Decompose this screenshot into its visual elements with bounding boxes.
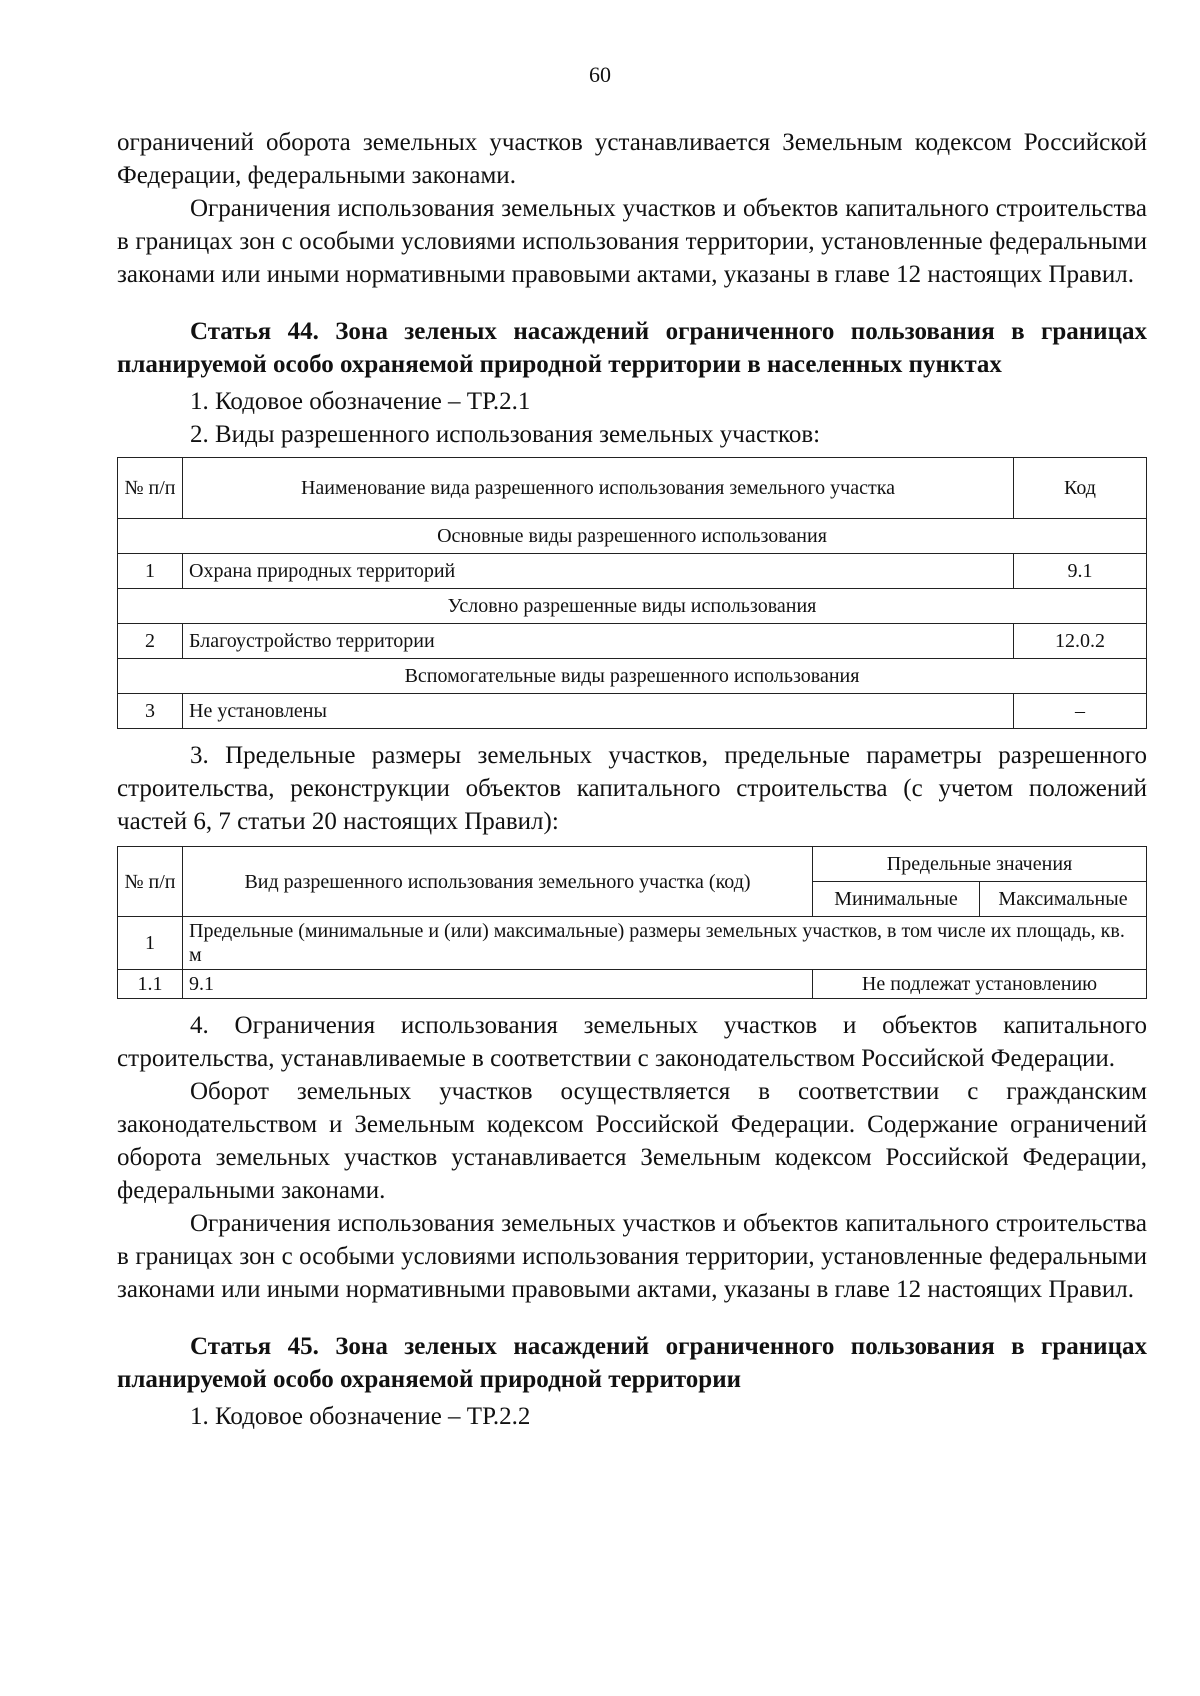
- row-num: 2: [118, 624, 183, 659]
- section-conditional: Условно разрешенные виды использования: [118, 589, 1147, 624]
- list-item-limits: 3. Предельные размеры земельных участков, предельные параметры разрешенного строительства, реконструкции объектов капитального строительства (с учетом положений частей 6, 7 статьи 20 настоящих Правил):: [117, 742, 1147, 835]
- section-auxiliary: Вспомогательные виды разрешенного использования: [118, 659, 1147, 694]
- document-body: [117, 126, 1147, 1433]
- page-number: 60: [589, 62, 611, 87]
- table-section-row: [118, 519, 1147, 554]
- limits-table: [117, 846, 1147, 999]
- header-type: Вид разрешенного использования земельного участка (код): [183, 847, 813, 917]
- row-name: Не установлены: [183, 694, 1014, 729]
- paragraph: Ограничения использования земельных участков и объектов капитального строительства в границах зон с особыми условиями использования территории, установленные федеральными законами или иными нормативными правовыми актами, указаны в главе 12 настоящих Правил.: [117, 1210, 1147, 1303]
- permitted-uses-table: [117, 457, 1147, 729]
- table-row: [118, 554, 1147, 589]
- table-section-row: [118, 659, 1147, 694]
- row-num: 1: [118, 554, 183, 589]
- article-44-heading: Статья 44. Зона зеленых насаждений ограниченного пользования в границах планируемой особо охраняемой природной территории в населенных пунктах: [117, 318, 1147, 378]
- table-row: [118, 917, 1147, 970]
- header-num: № п/п: [118, 458, 183, 519]
- row-code: 9.1: [183, 970, 813, 999]
- header-name: Наименование вида разрешенного использования земельного участка: [183, 458, 1014, 519]
- row-code: –: [1014, 694, 1147, 729]
- table-row: [118, 970, 1147, 999]
- paragraph: ограничений оборота земельных участков устанавливается Земельным кодексом Российской Федерации, федеральными законами.: [117, 129, 1147, 189]
- paragraph: Оборот земельных участков осуществляется в соответствии с гражданским законодательством и Земельным кодексом Российской Федерации. Содержание ограничений оборота земельных участков устанавливается Земельным кодексом Российской Федерации, федеральными законами.: [117, 1078, 1147, 1204]
- header-num: № п/п: [118, 847, 183, 917]
- table-row: [118, 694, 1147, 729]
- header-limits: Предельные значения: [813, 847, 1147, 882]
- row-num: 1: [118, 917, 183, 970]
- row-num: 3: [118, 694, 183, 729]
- article-45-heading: Статья 45. Зона зеленых насаждений ограниченного пользования в границах планируемой особо охраняемой природной территории: [117, 1333, 1147, 1393]
- header-min: Минимальные: [813, 882, 980, 917]
- list-item-restrictions: 4. Ограничения использования земельных участков и объектов капитального строительства, устанавливаемые в соответствии с законодательством Российской Федерации.: [117, 1012, 1147, 1072]
- list-item-permitted-uses: 2. Виды разрешенного использования земельных участков:: [190, 421, 821, 448]
- table-section-row: [118, 589, 1147, 624]
- row-value: Не подлежат установлению: [813, 970, 1147, 999]
- header-code: Код: [1014, 458, 1147, 519]
- row-name: Благоустройство территории: [183, 624, 1014, 659]
- table-header-row: [118, 458, 1147, 519]
- paragraph: Ограничения использования земельных участков и объектов капитального строительства в границах зон с особыми условиями использования территории, установленные федеральными законами или иными нормативными правовыми актами, указаны в главе 12 настоящих Правил.: [117, 195, 1147, 288]
- table-row: [118, 624, 1147, 659]
- list-item-code: 1. Кодовое обозначение – ТР.2.2: [190, 1403, 531, 1430]
- section-main: Основные виды разрешенного использования: [118, 519, 1147, 554]
- table-header-row: [118, 847, 1147, 882]
- row-code: 12.0.2: [1014, 624, 1147, 659]
- row-code: 9.1: [1014, 554, 1147, 589]
- row-name: Охрана природных территорий: [183, 554, 1014, 589]
- row-text: Предельные (минимальные и (или) максимальные) размеры земельных участков, в том числе их площадь, кв. м: [183, 917, 1147, 970]
- header-max: Максимальные: [980, 882, 1147, 917]
- row-num: 1.1: [118, 970, 183, 999]
- list-item-code: 1. Кодовое обозначение – ТР.2.1: [190, 388, 531, 415]
